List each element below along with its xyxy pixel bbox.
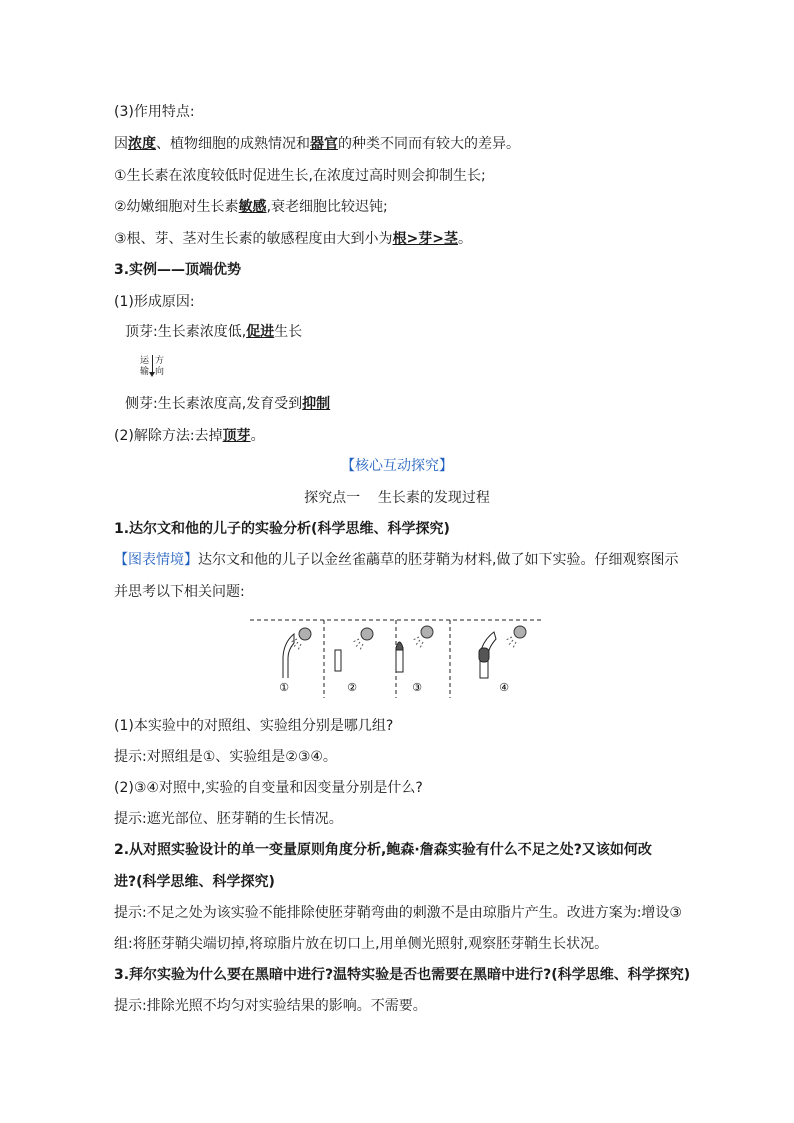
- subsection-heading: 探究点一 生长素的发现过程: [304, 490, 490, 506]
- answer-1-2: 提示:遮光部位、胚芽鞘的生长情况。: [114, 811, 343, 827]
- question-2-line-2: 进?(科学思维、科学探究): [114, 874, 275, 890]
- line-point-2: [114, 197, 684, 217]
- light-ray: [413, 637, 419, 640]
- text: 、植物细胞的成熟情况和: [156, 136, 310, 152]
- tipless-coleoptile: [335, 650, 341, 671]
- light-ray: [415, 640, 420, 646]
- light-ray: [355, 642, 360, 648]
- light-ray: [513, 642, 516, 648]
- section-heading: 【核心互动探究】: [341, 458, 453, 474]
- arrow-label: 运: [140, 356, 150, 366]
- text: 的种类不同而有较大的差异。: [338, 136, 520, 152]
- answer-3: 提示:排除光照不均匀对实验结果的影响。不需要。: [114, 998, 427, 1014]
- arrow-line: [152, 355, 153, 373]
- line-action-features: (3)作用特点:: [114, 104, 195, 120]
- light-source-icon: [421, 626, 433, 638]
- text: 生长: [274, 324, 303, 340]
- question-1-1: (1)本实验中的对照组、实验组分别是哪几组?: [114, 718, 394, 734]
- group-4: [479, 626, 526, 678]
- figure-label: ④: [499, 681, 509, 694]
- line-lateral-bud: [125, 394, 684, 414]
- context-line-2: 并思考以下相关问题:: [114, 584, 245, 600]
- question-1-heading: 1.达尔文和他的儿子的实验分析(科学思维、科学探究): [114, 521, 450, 537]
- text: ③根、芽、茎对生长素的敏感程度由大到小为: [114, 231, 393, 247]
- light-source-icon: [514, 626, 526, 638]
- figure-label: ③: [412, 681, 422, 694]
- answer-2-line-2: 组:将胚芽鞘尖端切掉,将琼脂片放在切口上,用单侧光照射,观察胚芽鞘生长状况。: [114, 936, 609, 952]
- question-1-2: (2)③④对照中,实验的自变量和因变量分别是什么?: [114, 780, 423, 796]
- light-ray: [353, 639, 359, 642]
- light-source-icon: [299, 628, 311, 640]
- light-source-icon: [361, 628, 373, 640]
- line-point-3: [114, 229, 684, 249]
- group-3: [396, 626, 433, 672]
- group-1: [283, 628, 311, 678]
- text: (2)解除方法:去掉: [114, 428, 223, 444]
- arrow-label: 输: [140, 367, 150, 377]
- text: 。: [250, 428, 265, 444]
- context-line-1: [114, 550, 684, 570]
- question-2-line-1: 2.从对照实验设计的单一变量原则角度分析,鲍森·詹森实验有什么不足之处?又该如何改: [114, 842, 652, 858]
- text: ②幼嫩细胞对生长素: [114, 199, 239, 215]
- key-term-sensitive: 敏感: [238, 199, 267, 215]
- answer-1-1: 提示:对照组是①、实验组是②③④。: [114, 749, 337, 765]
- light-ray: [420, 642, 423, 648]
- text: ,衰老细胞比较迟钝;: [266, 199, 388, 215]
- key-term-organ: 器官: [310, 136, 338, 152]
- line-formation-cause: (1)形成原因:: [114, 294, 195, 310]
- text: 顶芽:生长素浓度低,: [125, 324, 247, 340]
- arrow-label: 向: [155, 367, 165, 377]
- line-release-method: [114, 426, 684, 446]
- line-apical-bud: [125, 322, 684, 342]
- figure-label: ①: [279, 681, 289, 694]
- heading-apical-dominance: 3.实例——顶端优势: [114, 262, 242, 278]
- arrow-label: 方: [155, 356, 165, 366]
- light-ray: [298, 644, 301, 650]
- context-tag: 【图表情境】: [114, 552, 198, 568]
- text: 因: [114, 136, 128, 152]
- group-2: [335, 628, 373, 671]
- line-point-1: ①生长素在浓度较低时促进生长,在浓度过高时则会抑制生长;: [114, 168, 486, 184]
- coleoptile-experiment-figure: [250, 612, 546, 698]
- figure-label: ②: [347, 681, 357, 694]
- line-differences: [114, 134, 684, 154]
- opaque-sleeve: [479, 648, 489, 662]
- key-term-concentration: 浓度: [128, 136, 156, 152]
- curved-coleoptile: [283, 634, 294, 678]
- light-ray: [506, 637, 512, 640]
- text: 达尔文和他的儿子以金丝雀虉草的胚芽鞘为材料,做了如下实验。仔细观察图示: [198, 552, 679, 568]
- tip-cap: [396, 642, 403, 650]
- key-term-promote: 促进: [246, 324, 275, 340]
- key-term-inhibit: 抑制: [302, 396, 331, 412]
- light-ray: [508, 640, 513, 646]
- light-ray: [360, 644, 363, 650]
- key-term-order: 根>芽>茎: [392, 231, 459, 247]
- answer-2-line-1: 提示:不足之处为该实验不能排除使胚芽鞘弯曲的刺激不是由琼脂片产生。改进方案为:增设③: [114, 905, 682, 921]
- key-term-apical-bud: 顶芽: [222, 428, 251, 444]
- text: 侧芽:生长素浓度高,发育受到: [125, 396, 303, 412]
- text: 。: [458, 231, 473, 247]
- question-3: 3.拜尔实验为什么要在黑暗中进行?温特实验是否也需要在黑暗中进行?(科学思维、科学探究): [114, 967, 691, 983]
